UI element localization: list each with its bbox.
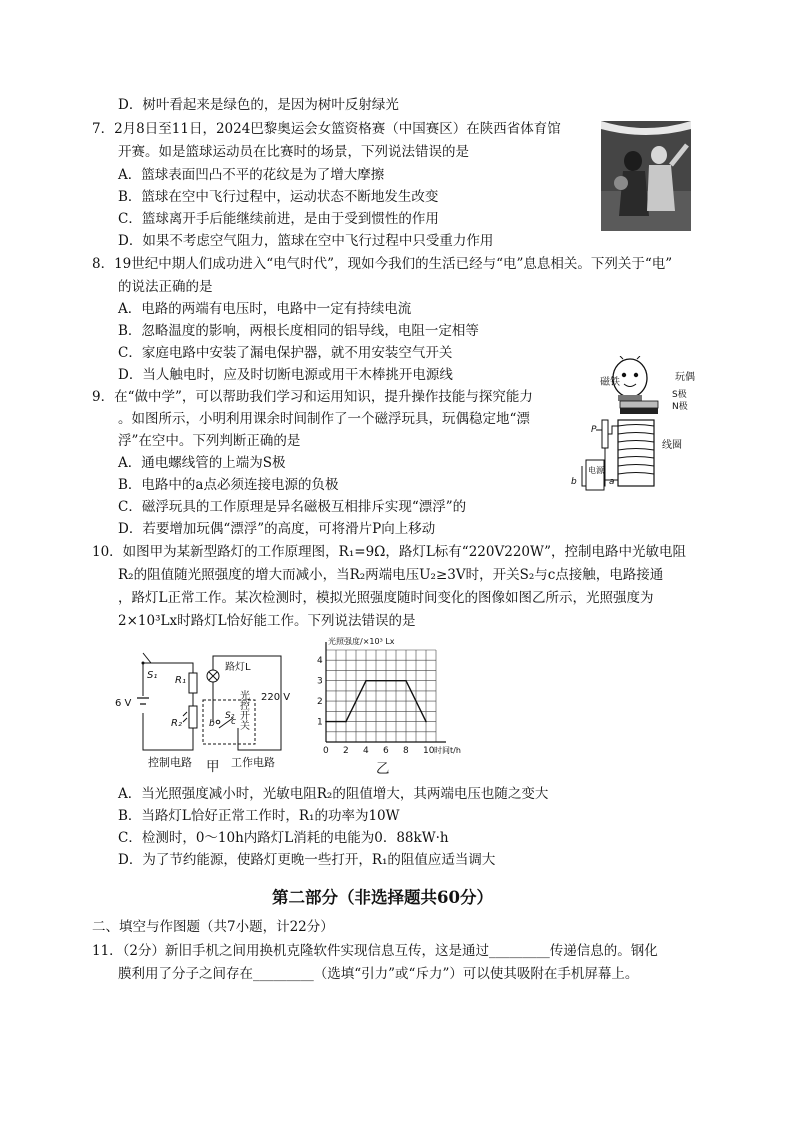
x-axis-label: 时间t/h [434, 746, 461, 755]
s-pole-label: S极 [672, 390, 687, 400]
point-a-label: a [609, 477, 615, 487]
s1-label: S₁ [147, 670, 158, 681]
data-point [325, 721, 327, 723]
point-b-label: b [571, 477, 577, 487]
text-line-q10-B: B．当路灯L恰好正常工作时，R₁的功率为10W [118, 808, 400, 824]
data-point [425, 721, 427, 723]
text-line-q10-stem2: R₂的阻值随光照强度的增大而减小，当R₂两端电压U₂≥3V时，开关S₂与c点接触，电路接通 [118, 567, 664, 583]
data-point [365, 680, 367, 682]
light-intensity-chart [308, 636, 468, 764]
light-switch-label: 光控开关 [237, 690, 249, 730]
text-line-q9-B: B．电路中的a点必须连接电源的负极 [118, 477, 339, 493]
text-line-q7-B: B．篮球在空中飞行过程中，运动状态不断地发生改变 [118, 189, 439, 205]
work-voltage-label: 220 V [261, 692, 291, 703]
text-line-q8-stem1: 8．19世纪中期人们成功进入“电气时代”，现如今我们的生活已经与“电”息息相关。下列关于“电” [92, 256, 673, 272]
ctrl-circuit-label: 控制电路 [148, 756, 192, 769]
slider-label: P [591, 425, 597, 435]
coil-label: 线圈 [662, 440, 682, 451]
light-chart-svg [308, 636, 468, 760]
x-tick-label: 0 [323, 746, 329, 756]
text-line-q8-D: D．当人触电时，应及时切断电源或用干木棒挑开电源线 [118, 367, 453, 383]
x-tick-label: 6 [383, 746, 389, 756]
text-line-q7-C: C．篮球离开手后能继续前进，是由于受到惯性的作用 [118, 211, 439, 227]
text-line-q9-stem3: 浮”在空中。下列判断正确的是 [118, 433, 301, 449]
text-line-q10-stem3: ，路灯L正常工作。某次检测时，模拟光照强度随时间变化的图像如图乙所示，光照强度为 [118, 590, 654, 606]
text-line-q7-stem2: 开赛。如是篮球运动员在比赛时的场景，下列说法错误的是 [118, 144, 469, 160]
point-c-label: c [231, 717, 236, 727]
ctrl-voltage-label: 6 V [115, 698, 132, 709]
text-line-q8-A: A．电路的两端有电压时，电路中一定有持续电流 [118, 301, 412, 317]
n-pole-label: N极 [672, 402, 688, 412]
data-point [345, 721, 347, 723]
x-tick-label: 4 [363, 746, 369, 756]
y-tick-label: 1 [317, 717, 323, 728]
text-line-q7-D: D．如果不考虑空气阻力，篮球在空中飞行过程中只受重力作用 [118, 233, 494, 249]
text-line-q7-stem1: 7．2月8日至11日，2024巴黎奥运会女篮资格赛（中国赛区）在陕西省体育馆 [92, 121, 561, 137]
text-line-q11-1: 11．（2分）新旧手机之间用换机克隆软件实现信息互传，这是通过_________传递信息的。钢化 [92, 943, 658, 959]
source-label: 电源 [588, 466, 604, 475]
magnet-label-1: 磁铁 [600, 377, 620, 388]
text-line-sec2-heading: 二、填空与作图题（共7小题，计22分） [92, 919, 334, 935]
work-circuit-label: 工作电路 [231, 756, 275, 769]
basketball-photo [601, 121, 691, 231]
fig-yi-caption: 乙 [376, 761, 390, 777]
y-tick-label: 2 [317, 697, 323, 708]
text-line-q10-A: A．当光照强度减小时，光敏电阻R₂的阻值增大，其两端电压也随之变大 [118, 786, 549, 802]
part-two-title: 第二部分（非选择题共60分） [272, 888, 493, 907]
text-line-q7-A: A．篮球表面凹凸不平的花纹是为了增大摩擦 [118, 167, 385, 183]
text-line-q9-D: D．若要增加玩偶“漂浮”的高度，可将滑片P向上移动 [118, 521, 436, 537]
text-line-q9-stem1: 9．在“做中学”，可以帮助我们学习和运用知识，提升操作技能与探究能力 [92, 389, 533, 405]
text-line-q9-A: A．通电螺线管的上端为S极 [118, 455, 286, 471]
text-line-q11-2: 膜利用了分子之间存在_________（选填“引力”或“斥力”）可以使其吸附在手机屏幕上。 [118, 966, 639, 982]
text-line-q9-stem2: 。如图所示，小明利用课余时间制作了一个磁浮玩具，玩偶稳定地“漂 [118, 411, 530, 427]
y-tick-label: 4 [317, 656, 323, 667]
text-line-q8-B: B．忽略温度的影响，两根长度相同的铝导线，电阻一定相等 [118, 323, 479, 339]
text-line-q10-stem4: 2×10³Lx时路灯L恰好能工作。下列说法错误的是 [118, 613, 416, 629]
x-tick-label: 10 [423, 746, 435, 756]
y-tick-label: 3 [317, 676, 323, 687]
lamp-label: 路灯L [225, 662, 251, 673]
text-line-q6-D: D．树叶看起来是绿色的，是因为树叶反射绿光 [118, 97, 399, 113]
r1-label: R₁ [175, 675, 186, 686]
maglev-toy-figure [568, 356, 698, 500]
text-line-q8-C: C．家庭电路中安装了漏电保护器，就不用安装空气开关 [118, 345, 453, 361]
s2-label: S₂ [225, 711, 235, 721]
r2-label: R₂ [171, 718, 182, 729]
doll-label: 玩偶 [675, 372, 695, 383]
text-line-q10-C: C．检测时，0～10h内路灯L消耗的电能为0．88kW·h [118, 830, 449, 846]
y-axis-label: 光照强度/×10³ Lx [328, 637, 395, 646]
point-b-label: b [209, 719, 215, 729]
fig-jia-caption: 甲 [206, 759, 220, 775]
data-point [405, 680, 407, 682]
text-line-q8-stem2: 的说法正确的是 [118, 279, 213, 295]
text-line-q10-D: D．为了节约能源，使路灯更晚一些打开，R₁的阻值应适当调大 [118, 852, 496, 868]
text-line-q9-C: C．磁浮玩具的工作原理是异名磁极互相排斥实现“漂浮”的 [118, 499, 467, 515]
text-line-q10-stem1: 10．如图甲为某新型路灯的工作原理图，R₁=9Ω，路灯L标有“220V220W”，控制电路中光敏电阻 [92, 544, 687, 560]
x-tick-label: 8 [403, 746, 409, 756]
x-tick-label: 2 [343, 746, 349, 756]
